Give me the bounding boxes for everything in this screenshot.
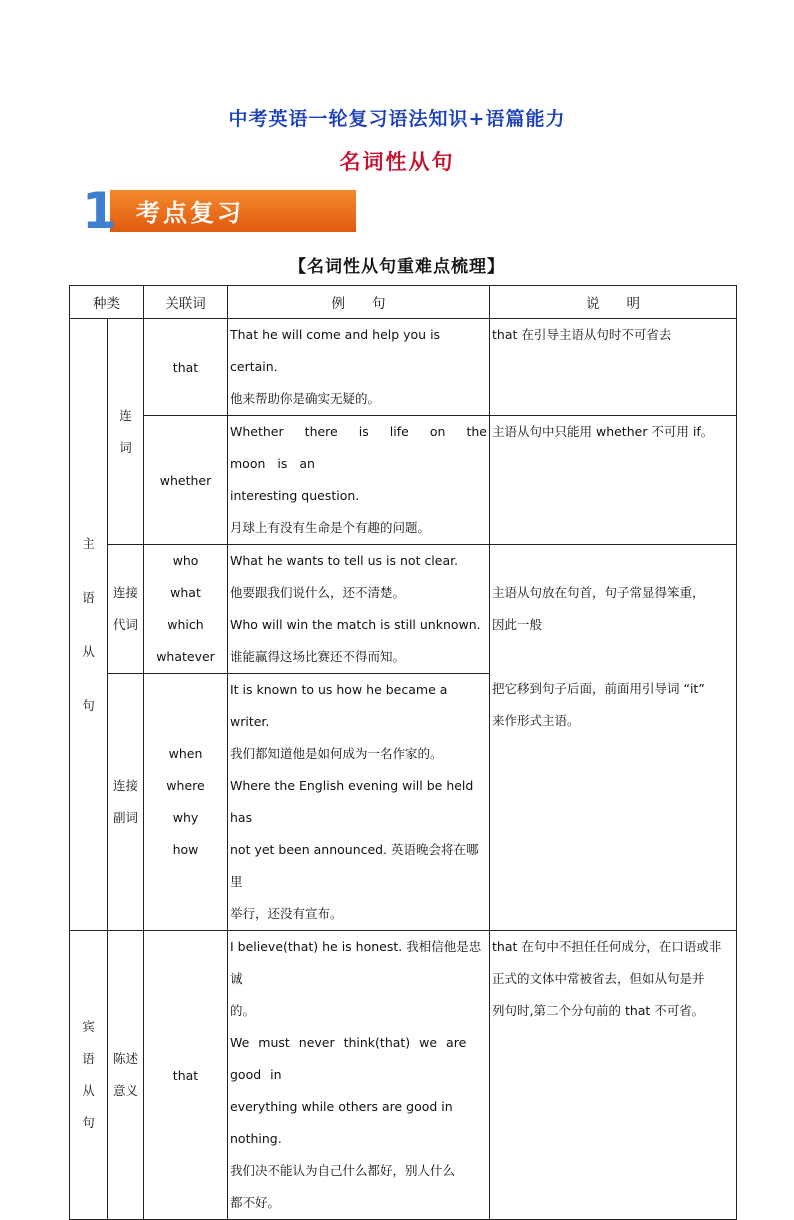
section-banner [82, 182, 282, 240]
example-line: Whether there is life on the moon is an [230, 424, 487, 471]
category-char: 宾 [82, 1019, 95, 1034]
explanation-cell [490, 931, 737, 1220]
section-label: 考点复习 [136, 198, 244, 227]
example-line: 的。 [230, 1003, 256, 1018]
category-char: 句 [82, 697, 95, 713]
label-line: 意义 [112, 1083, 138, 1098]
category-char: 主 [82, 535, 95, 551]
header-category: 种类 [70, 286, 144, 319]
example-line: Where the English evening will be held has [230, 778, 474, 825]
label-line: 词 [119, 439, 132, 455]
connective-word: whether [144, 416, 228, 545]
example-cell [228, 545, 490, 674]
label-line: 连 [119, 407, 132, 423]
category-char: 从 [82, 643, 95, 659]
example-line: It is known to us how he became a writer. [230, 682, 448, 729]
example-line: everything while others are good in nothing. [230, 1099, 453, 1146]
example-cell [228, 416, 490, 545]
label-line: 连接 [112, 585, 138, 600]
page-subtitle: 名词性从句 [339, 149, 455, 174]
example-line: 举行，还没有宣布。 [230, 906, 343, 921]
section-label-box [110, 190, 356, 232]
header-example: 例 句 [228, 286, 490, 319]
category-char: 语 [82, 1051, 95, 1066]
section-number: 1 [82, 182, 117, 240]
example-line: Who will win the match is still unknown. [230, 617, 481, 632]
example-line: I believe(that) he is honest. 我相信他是忠诚 [230, 939, 482, 986]
table-header-row [70, 286, 737, 319]
note-line [492, 545, 734, 577]
explanation-cell: 主语从句中只能用 whether 不可用 if。 [490, 416, 737, 545]
note-line: 把它移到句子后面，前面用引导词 “it” [492, 681, 705, 696]
label-line: 代词 [112, 617, 138, 632]
label-line: 副词 [112, 810, 138, 825]
example-line: We must never think(that) we are good in [230, 1035, 467, 1082]
adverb-label [108, 674, 144, 931]
note-line: 来作形式主语。 [492, 713, 580, 728]
example-line: That he will come and help you is certain. [230, 327, 441, 374]
note-line [492, 641, 734, 673]
category-char: 语 [82, 589, 95, 605]
note-line: 正式的文体中常被省去，但如从句是并 [492, 971, 705, 986]
example-cell [228, 319, 490, 416]
example-cell [228, 931, 490, 1220]
table-row [70, 545, 737, 674]
example-line: 他要跟我们说什么，还不清楚。 [230, 585, 406, 600]
table-row [70, 931, 737, 1220]
connective-word: who [172, 553, 199, 568]
example-cell [228, 674, 490, 931]
category-char: 从 [82, 1083, 95, 1098]
example-line: interesting question. [230, 488, 360, 503]
connective-word: what [170, 585, 201, 600]
explanation-cell: that 在引导主语从句时不可省去 [490, 319, 737, 416]
table-row [70, 319, 737, 416]
example-line: What he wants to tell us is not clear. [230, 553, 459, 568]
shared-explanation-cell [490, 545, 737, 931]
connective-word: when [168, 746, 203, 761]
example-line: not yet been announced. 英语晚会将在哪里 [230, 842, 479, 889]
example-line: 我们都知道他是如何成为一名作家的。 [230, 746, 443, 761]
connective-word: how [172, 842, 199, 857]
example-line: 他来帮助你是确实无疑的。 [230, 391, 381, 406]
declarative-label [108, 931, 144, 1220]
example-line: 谁能赢得这场比赛还不得而知。 [230, 649, 406, 664]
conjunction-label [108, 319, 144, 545]
table-row [70, 416, 737, 545]
category-char: 句 [82, 1115, 95, 1130]
connective-word: where [166, 778, 205, 793]
connective-word-list [144, 674, 228, 931]
table-heading: 【名词性从句重难点梳理】 [289, 257, 505, 277]
note-line: 因此一般 [492, 617, 543, 632]
label-line: 陈述 [112, 1051, 138, 1066]
example-line: 月球上有没有生命是个有趣的问题。 [230, 520, 431, 535]
note-line: 主语从句放在句首，句子常显得笨重， [492, 585, 705, 600]
example-line: 我们决不能认为自己什么都好，别人什么 [230, 1163, 456, 1178]
pronoun-label [108, 545, 144, 674]
connective-word: why [172, 810, 199, 825]
page-title: 中考英语一轮复习语法知识+语篇能力 [228, 108, 566, 130]
example-line: 都不好。 [230, 1195, 281, 1210]
connective-word: that [144, 931, 228, 1220]
connective-word: whatever [156, 649, 215, 664]
grammar-table [69, 285, 737, 1220]
subject-clause-category [70, 319, 108, 931]
header-connective: 关联词 [144, 286, 228, 319]
connective-word: that [144, 319, 228, 416]
connective-word-list [144, 545, 228, 674]
header-explanation: 说 明 [490, 286, 737, 319]
note-line: that 在句中不担任任何成分，在口语或非 [492, 939, 722, 954]
connective-word: which [167, 617, 204, 632]
note-line: 列句时,第二个分句前的 that 不可省。 [492, 1003, 705, 1018]
label-line: 连接 [112, 778, 138, 793]
object-clause-category [70, 931, 108, 1220]
